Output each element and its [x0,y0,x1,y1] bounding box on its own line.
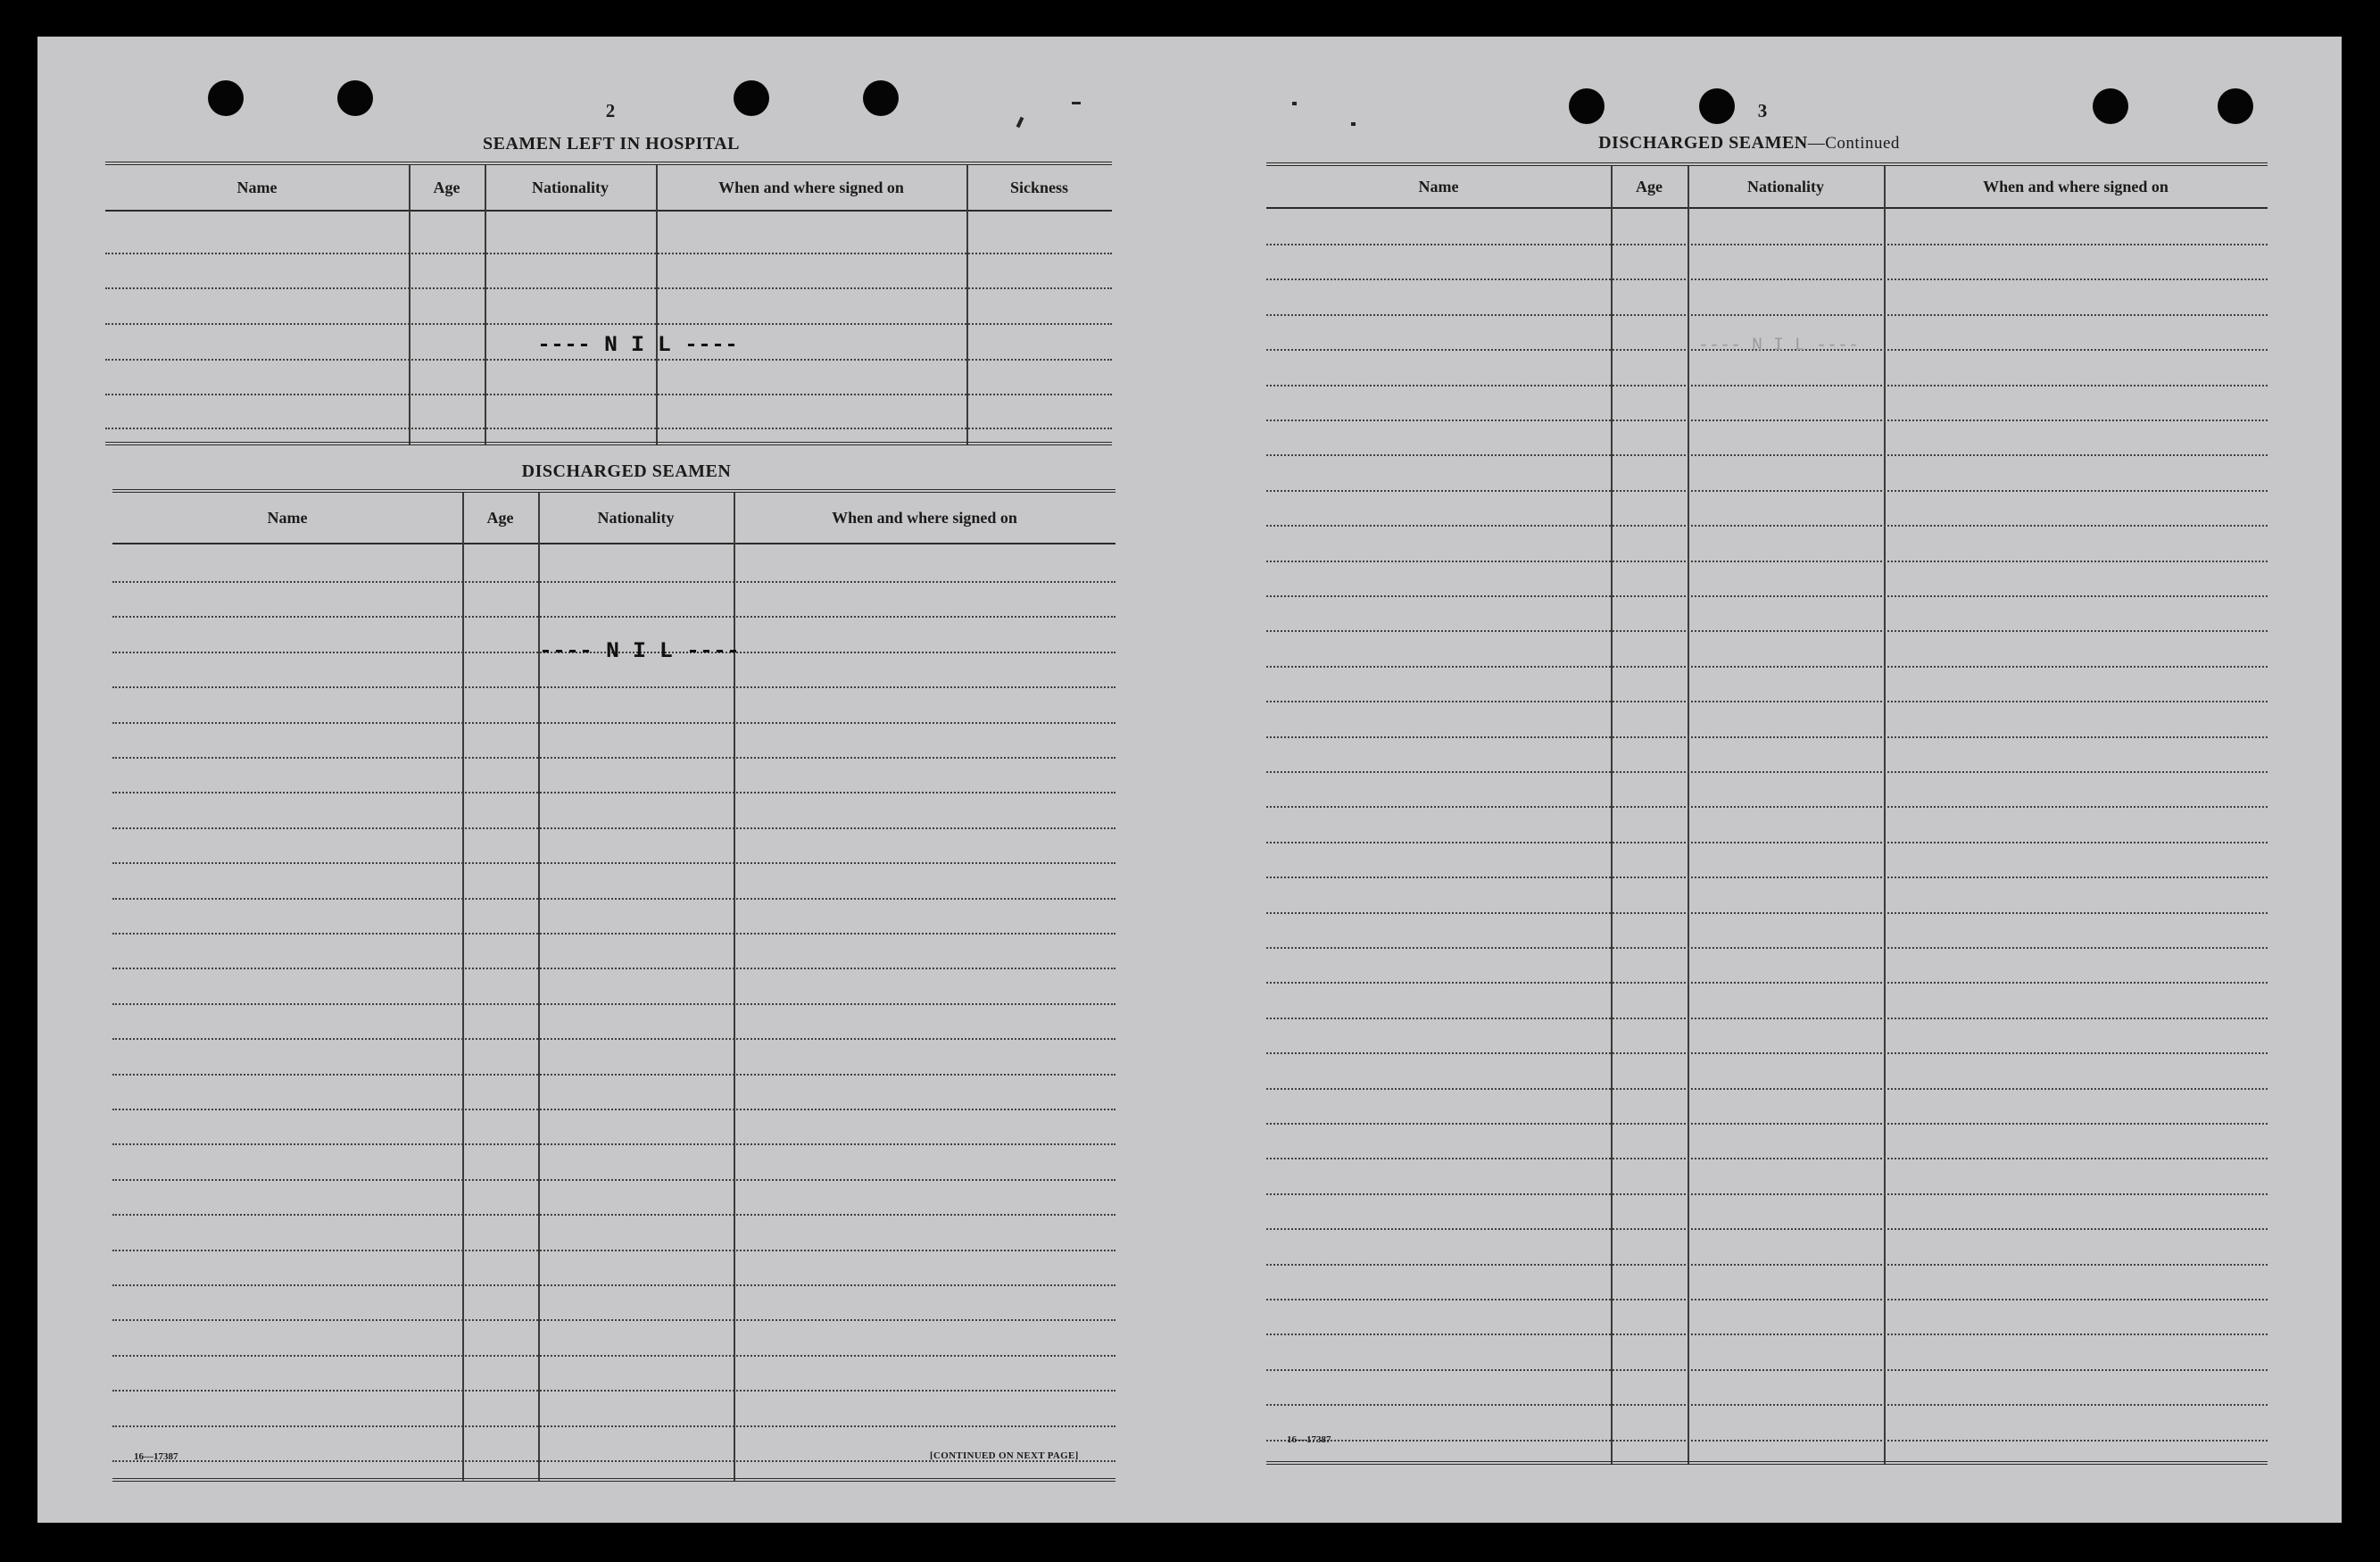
punch-hole [1569,88,1605,124]
column-header-signed-on: When and where signed on [718,178,904,196]
table-row-line [1266,314,2268,316]
nil-entry: ---- N I L ---- [537,332,739,358]
table-row-line [112,1250,1115,1251]
table-row-line [1266,666,2268,668]
column-header-name: Name [236,178,278,196]
table-row-line [112,1003,1115,1005]
table-row-line [1266,454,2268,456]
continued-note: [CONTINUED ON NEXT PAGE] [930,1450,1079,1461]
column-divider [462,493,464,1482]
form-number: 16—17387 [134,1451,178,1462]
table-row-line [112,1038,1115,1040]
table-row-line [1266,278,2268,280]
table-row-line [1266,244,2268,245]
faint-nil-entry: ---- N I L ---- [1698,336,1860,356]
column-header-age: Age [433,178,460,196]
table-row-line [112,581,1115,583]
column-header-nationality: Nationality [597,508,675,527]
hospital-table [105,162,1112,445]
column-header-nationality: Nationality [531,178,609,196]
table-row-line [1266,561,2268,562]
column-divider [966,165,968,445]
column-divider [1688,166,1689,1465]
column-header-sickness: Sickness [1009,178,1069,196]
table-row-line [1266,1123,2268,1125]
table-row-line [105,359,1112,361]
column-header-age: Age [1636,177,1663,195]
table-row-line [1266,1264,2268,1266]
table-row-line [1266,1334,2268,1335]
page-number: 2 [605,100,616,121]
table-row-line [1266,877,2268,878]
table-row-line [112,1109,1115,1110]
table-row-line [112,933,1115,935]
table-header [105,165,1112,212]
table-row-line [1266,525,2268,527]
table-row-line [1266,1404,2268,1406]
table-header [1266,166,2268,209]
table-row-line [1266,806,2268,808]
column-header-nationality: Nationality [1746,177,1824,195]
table-row-line [1266,630,2268,632]
table-row-line [105,428,1112,429]
table-row-line [112,616,1115,618]
column-divider [485,165,486,445]
column-header-name: Name [267,508,308,527]
table-row-line [105,253,1112,254]
column-header-signed-on: When and where signed on [832,508,1017,527]
table-row-line [1266,1193,2268,1195]
table-row-line [112,1355,1115,1357]
table-row-line [112,968,1115,969]
table-row-line [112,686,1115,688]
table-row-line [112,827,1115,829]
table-row-line [112,1390,1115,1392]
table-row-line [1266,736,2268,738]
table-row-line [112,862,1115,864]
column-divider [1884,166,1886,1465]
table-row-line [1266,947,2268,949]
table-row-line [112,757,1115,759]
table-row-line [1266,842,2268,843]
column-divider [656,165,658,445]
discharged-continued-table [1266,162,2268,1465]
table-header [112,493,1115,544]
table-row-line [112,722,1115,724]
nil-entry: ---- N I L ---- [539,638,741,664]
table-row-line [1266,771,2268,773]
table-row-line [1266,1228,2268,1230]
table-row-line [1266,982,2268,984]
section-title-text: DISCHARGED SEAMEN [1598,133,1808,153]
table-row-line [112,1425,1115,1427]
table-row-line [1266,701,2268,702]
table-row-line [112,1143,1115,1145]
column-divider [409,165,410,445]
stray-mark [1072,102,1081,104]
table-row-line [1266,420,2268,421]
table-row-line [1266,1018,2268,1019]
column-header-age: Age [486,508,514,527]
punch-hole [2218,88,2253,124]
table-row-line [112,1074,1115,1076]
table-row-line [1266,1369,2268,1371]
stray-mark [1016,117,1024,129]
punch-hole [337,80,373,116]
punch-hole [208,80,244,116]
table-row-line [112,1179,1115,1181]
table-row-line [1266,385,2268,386]
column-divider [1611,166,1613,1465]
table-row-line [1266,1299,2268,1300]
page-number: 3 [1757,100,1768,121]
discharged-table [112,489,1115,1482]
form-number: 16—17387 [1287,1434,1331,1445]
table-row-line [1266,912,2268,914]
punch-hole [734,80,769,116]
punch-hole [1699,88,1735,124]
table-row-line [1266,595,2268,597]
table-row-line [105,323,1112,325]
table-row-line [112,1214,1115,1216]
column-header-name: Name [1418,177,1459,195]
table-row-line [1266,1158,2268,1159]
column-header-signed-on: When and where signed on [1983,177,2169,195]
table-row-line [112,1319,1115,1321]
section-title-discharged: DISCHARGED SEAMEN [521,461,732,481]
section-title-hospital: SEAMEN LEFT IN HOSPITAL [482,134,741,154]
stray-mark [1351,122,1356,126]
table-row-line [105,287,1112,289]
punch-hole [2093,88,2128,124]
table-row-line [1266,1088,2268,1090]
stray-mark [1292,102,1297,105]
table-row-line [1266,490,2268,492]
table-row-line [105,394,1112,395]
section-title-discharged-continued [1598,133,1900,154]
punch-hole [863,80,899,116]
table-row-line [112,898,1115,900]
document-paper [37,37,2342,1523]
table-row-line [1266,1052,2268,1054]
table-row-line [1266,1440,2268,1442]
section-title-suffix: —Continued [1807,134,1900,153]
table-row-line [112,792,1115,793]
table-row-line [112,1284,1115,1286]
